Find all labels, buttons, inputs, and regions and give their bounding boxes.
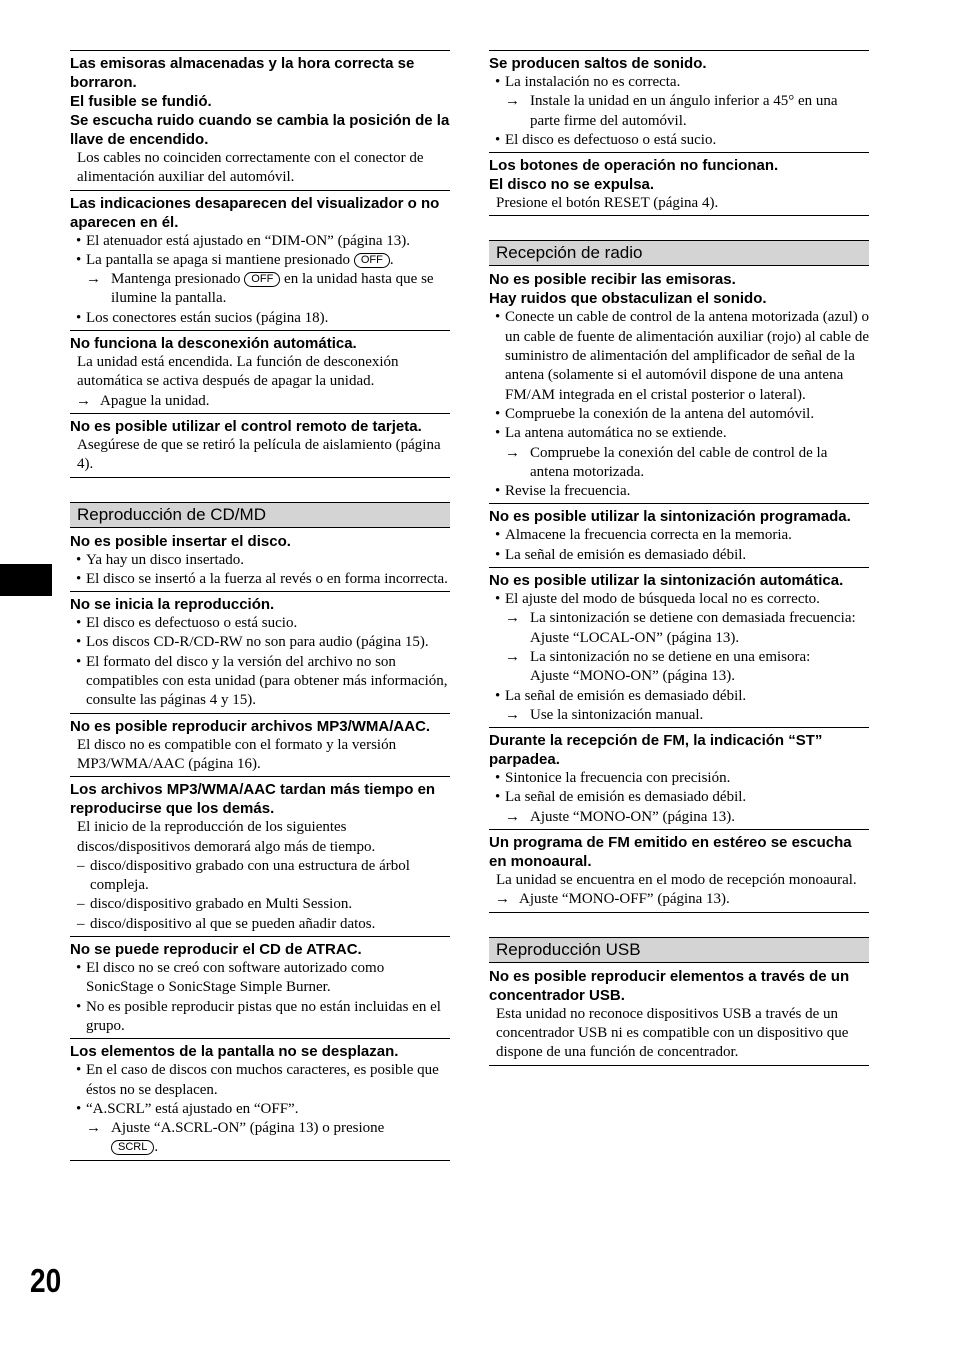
entry-body: El inicio de la reproducción de los siguientes discos/dispositivos demorará algo más de tiempo. <box>77 819 376 855</box>
arrow-text: Ajuste “A.SCRL-ON” (página 13) o presione <box>111 1120 385 1137</box>
entry-title: No es posible utilizar la sintonización automática. <box>489 572 844 590</box>
entry-title: Los elementos de la pantalla no se desplazan. <box>70 1043 399 1061</box>
bullet-item: • El formato del disco y la versión del archivo no son compatibles con esta unidad (para obtener más información, consulte las páginas 4 y 15). <box>70 653 450 711</box>
entry-title: Un programa de FM emitido en estéreo se escucha en monoaural. <box>489 834 852 871</box>
troubleshoot-entry-auto-off <box>70 330 450 413</box>
arrow-item: → Ajuste “A.SCRL-ON” (página 13) o presione SCRL . <box>70 1119 450 1158</box>
bullet-item: • “A.SCRL” está ajustado en “OFF”. <box>70 1100 450 1119</box>
bullet-item: • Conecte un cable de control de la antena motorizada (azul) o un cable de fuente de alimentación auxiliar (rojo) al cable de suministro de alimentación del amplificador de señal de la antena (solamente si el automóvil dispone de una antena FM/AM integrada en el cristal posterior o lateral). <box>489 308 869 404</box>
entry-title: Las indicaciones desaparecen del visualizador o no aparecen en él. <box>70 194 440 231</box>
arrow-item: → Ajuste “MONO-OFF” (página 13). <box>489 890 869 909</box>
bullet-item: • Almacene la frecuencia correcta en la memoria. <box>489 526 869 545</box>
entry-title: Hay ruidos que obstaculizan el sonido. <box>489 290 767 308</box>
troubleshoot-entry-display <box>70 190 450 330</box>
bullet-item: • La pantalla se apaga si mantiene presionado OFF . <box>70 251 450 270</box>
entry-title: Los archivos MP3/WMA/AAC tardan más tiempo en reproducirse que los demás. <box>70 781 436 818</box>
troubleshoot-entry-atrac <box>70 936 450 1038</box>
bullet-item: • La señal de emisión es demasiado débil. <box>489 788 869 807</box>
troubleshoot-entry-mp3 <box>70 713 450 777</box>
troubleshoot-entry-mp3-slow <box>70 776 450 936</box>
entry-title: No se inicia la reproducción. <box>70 596 275 614</box>
troubleshoot-entry-reception <box>489 267 869 503</box>
bullet-text: La pantalla se apaga si mantiene presionado <box>86 251 351 268</box>
off-key-icon: OFF <box>354 253 390 268</box>
entry-title: No es posible utilizar el control remoto de tarjeta. <box>70 417 422 435</box>
troubleshoot-entry-scroll <box>70 1038 450 1160</box>
section-heading-cd-md: Reproducción de CD/MD <box>70 502 450 528</box>
bullet-item: • En el caso de discos con muchos caracteres, es posible que éstos no se desplacen. <box>70 1061 450 1100</box>
entry-title: Las emisoras almacenadas y la hora correcta se borraron. <box>70 55 415 91</box>
bullet-item: • La antena automática no se extiende. <box>489 424 869 443</box>
entry-body: Presione el botón RESET (página 4). <box>496 195 719 212</box>
arrow-item: → Use la sintonización manual. <box>489 706 869 725</box>
troubleshoot-entry-st-blink <box>489 727 869 829</box>
arrow-item: → Instale la unidad en un ángulo inferior a 45° en una parte firme del automóvil. <box>489 92 869 131</box>
bullet-item: • Ya hay un disco insertado. <box>70 551 450 570</box>
troubleshoot-entry-playback <box>70 591 450 712</box>
entry-body: La unidad está encendida. La función de desconexión automática se activa después de apagar la unidad. <box>77 354 399 390</box>
entry-title: No es posible reproducir archivos MP3/WMA/AAC. <box>70 717 431 735</box>
entry-title: No funciona la desconexión automática. <box>70 335 357 353</box>
bullet-item: • El disco no se creó con software autorizado como SonicStage o SonicStage Simple Burner. <box>70 959 450 998</box>
entry-title: Durante la recepción de FM, la indicación “ST” parpadea. <box>489 732 823 769</box>
arrow-item: → La sintonización no se detiene en una emisora: <box>489 648 869 667</box>
section-tab-marker <box>0 564 52 596</box>
right-column <box>489 50 869 1066</box>
entry-title: No es posible recibir las emisoras. <box>489 271 736 289</box>
entry-title: Se producen saltos de sonido. <box>489 55 707 72</box>
entry-title: El fusible se fundió. <box>70 93 212 110</box>
page-number: 20 <box>30 1262 62 1299</box>
entry-title: No es posible insertar el disco. <box>70 532 291 550</box>
entry-body: Esta unidad no reconoce dispositivos USB a través de un concentrador USB ni es compatible con un dispositivo que dispone de una función de concentrador. <box>496 1005 849 1061</box>
left-column <box>70 50 450 1161</box>
arrow-item: → Compruebe la conexión del cable de control de la antena motorizada. <box>489 444 869 483</box>
entry-body: El disco no es compatible con el formato y la versión MP3/WMA/AAC (página 16). <box>77 736 397 772</box>
bullet-item: • No es posible reproducir pistas que no están incluidas en el grupo. <box>70 998 450 1037</box>
entry-body: Los cables no coinciden correctamente con el conector de alimentación auxiliar del automóvil. <box>77 150 424 186</box>
arrow-item: → Ajuste “MONO-ON” (página 13). <box>489 808 869 827</box>
entry-title: El disco no se expulsa. <box>489 176 655 194</box>
bullet-item: • La instalación no es correcta. <box>489 73 869 92</box>
troubleshoot-entry-preset <box>489 503 869 567</box>
troubleshoot-entry-memory <box>70 50 450 190</box>
arrow-subtext: Ajuste “LOCAL-ON” (página 13). <box>530 629 740 646</box>
arrow-item: → La sintonización se detiene con demasiada frecuencia: <box>489 609 869 628</box>
entry-title: No es posible reproducir elementos a través de un concentrador USB. <box>489 967 850 1004</box>
bullet-item: • Revise la frecuencia. <box>489 482 869 501</box>
bullet-item: • El disco es defectuoso o está sucio. <box>70 614 450 633</box>
entry-title: No es posible utilizar la sintonización programada. <box>489 508 851 526</box>
troubleshoot-entry-skip <box>489 50 869 152</box>
troubleshoot-entry-mono <box>489 829 869 913</box>
bullet-item: • Los conectores están sucios (página 18). <box>70 309 450 328</box>
bullet-item: • La señal de emisión es demasiado débil. <box>489 687 869 706</box>
arrow-item: → Apague la unidad. <box>70 392 450 411</box>
arrow-text: en la unidad hasta que se ilumine la pantalla. <box>111 271 434 307</box>
entry-title: Se escucha ruido cuando se cambia la posición de la llave de encendido. <box>70 112 450 148</box>
bullet-item: • La señal de emisión es demasiado débil. <box>489 546 869 565</box>
off-key-icon: OFF <box>244 272 280 287</box>
troubleshoot-entry-remote <box>70 413 450 478</box>
bullet-item: • El disco se insertó a la fuerza al revés o en forma incorrecta. <box>70 570 450 589</box>
bullet-item: • Sintonice la frecuencia con precisión. <box>489 769 869 788</box>
bullet-item: • Compruebe la conexión de la antena del automóvil. <box>489 405 869 424</box>
bullet-item: • El ajuste del modo de búsqueda local no es correcto. <box>489 590 869 609</box>
dash-item: – disco/dispositivo grabado con una estructura de árbol compleja. <box>70 857 450 896</box>
troubleshoot-entry-usb-hub <box>489 964 869 1066</box>
bullet-item: • Los discos CD-R/CD-RW no son para audio (página 15). <box>70 633 450 652</box>
troubleshoot-entry-insert <box>70 529 450 592</box>
scrl-key-icon: SCRL <box>111 1140 154 1155</box>
troubleshoot-entry-auto-tuning <box>489 567 869 727</box>
dash-item: – disco/dispositivo grabado en Multi Session. <box>70 895 450 914</box>
arrow-subtext: Ajuste “MONO-ON” (página 13). <box>530 668 735 685</box>
bullet-item: • El disco es defectuoso o está sucio. <box>489 131 869 150</box>
arrow-text: Mantenga presionado <box>111 271 241 288</box>
bullet-item: • El atenuador está ajustado en “DIM-ON” (página 13). <box>70 232 450 251</box>
arrow-item <box>70 270 450 309</box>
entry-body: Asegúrese de que se retiró la película de aislamiento (página 4). <box>77 436 441 473</box>
section-heading-usb: Reproducción USB <box>489 937 869 963</box>
entry-body: La unidad se encuentra en el modo de recepción monoaural. <box>496 872 857 889</box>
section-heading-radio: Recepción de radio <box>489 240 869 266</box>
entry-title: Los botones de operación no funcionan. <box>489 157 779 175</box>
entry-title: No se puede reproducir el CD de ATRAC. <box>70 941 362 959</box>
troubleshoot-entry-buttons <box>489 152 869 216</box>
dash-item: – disco/dispositivo al que se pueden añadir datos. <box>70 915 450 934</box>
